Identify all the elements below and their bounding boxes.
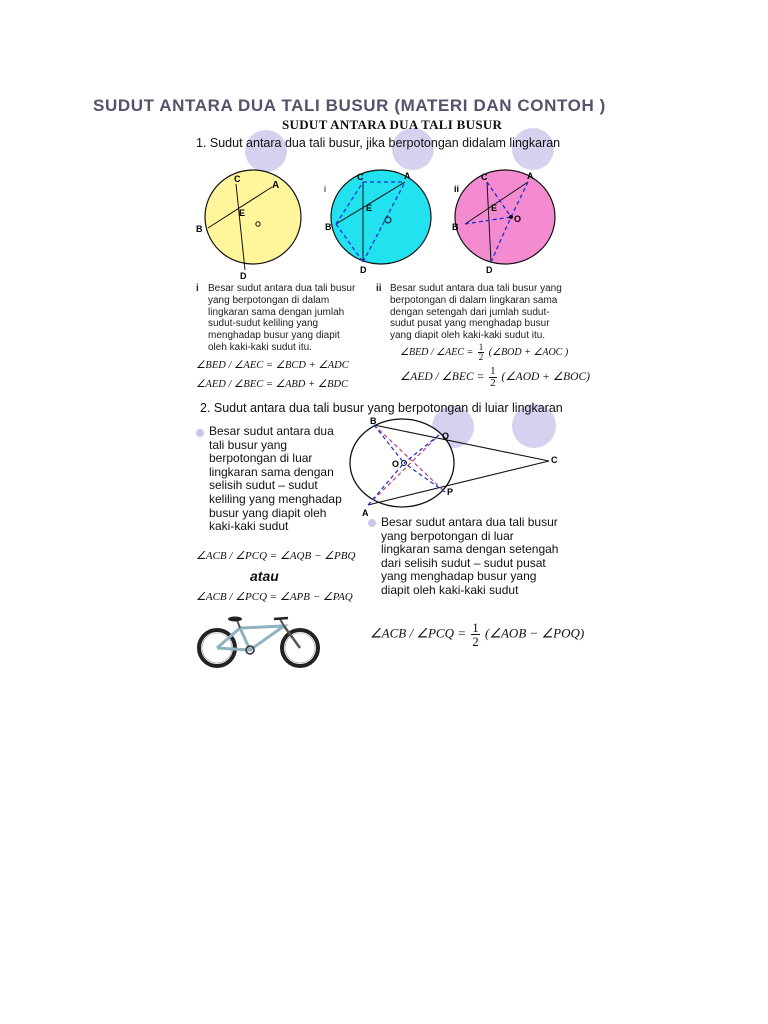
text-line: lingkaran sama dengan [209,464,334,479]
part-ii-marker: ii [376,283,382,294]
text-line: sudut pusat yang menghadap busur [390,318,550,330]
main-frame [240,626,284,650]
text-line: diapit oleh kaki-kaki sudut [381,582,519,597]
label-c-3: C [481,172,488,182]
formula-acb-aob [370,621,584,648]
page-title: SUDUT ANTARA DUA TALI BUSUR (MATERI DAN CONTOH ) [93,96,606,115]
label-e-3: E [491,203,498,213]
text-line: oleh kaki-kaki sudut itu. [208,341,312,353]
label-a-3: A [527,171,534,181]
text-line: dengan setengah dari jumlah sudut- [390,306,550,318]
part-ii-formula-1 [400,343,568,362]
label-o-3: O [514,214,522,224]
part-i-formula-1: ∠BED / ∠AEC = ∠BCD + ∠ADC [196,360,349,371]
figure-label-ii: ii [454,184,460,194]
inscribed-angle-figures [188,160,568,280]
formula-left: ∠BED / ∠AEC = [400,346,474,358]
part-i-marker: i [196,283,199,294]
section-1-heading: 1. Sudut antara dua tali busur, jika berpotongan didalam lingkaran [196,136,561,150]
text-line: busur yang diapit oleh [209,505,327,520]
text-line: yang berpotongan di dalam [208,294,330,306]
label-b-3: B [452,222,459,232]
text-line: sudut-sudut keliling yang [208,318,319,330]
formula-acb-apb: ∠ACB / ∠PCQ = ∠APB − ∠PAQ [196,591,353,603]
formula-left: ∠ACB / ∠PCQ = [370,625,466,641]
fraction-numerator: 1 [490,365,496,377]
text-line: tali busur yang [209,437,288,452]
bicycle-icon [192,614,328,668]
text-line: Besar sudut antara dua tali busur [208,283,356,294]
formula-left: ∠AED / ∠BEC = [400,371,485,384]
label-c: C [551,455,558,465]
part-ii-formula-2 [400,366,590,389]
label-q: Q [442,431,450,441]
atau-label: atau [250,568,279,584]
formula-right: (∠AOB − ∠POQ) [485,625,585,641]
text-line: yang diapit oleh kaki-kaki sudut itu. [390,330,546,342]
text-line: selisih sudut – sudut [209,478,318,493]
label-b-2: B [325,222,332,232]
text-line: berpotongan di luar [209,451,313,466]
handlebar [274,618,288,619]
half-fraction [478,343,485,362]
external-angle-figure [344,415,570,521]
label-d-3: D [486,265,493,275]
text-line: lingkaran sama dengan setengah [381,542,559,557]
fraction-denominator: 2 [490,377,496,389]
cyan-circle [331,170,431,264]
text-line: menghadap busur yang diapit [208,330,340,342]
yellow-circle [205,170,301,264]
fraction-numerator: 1 [478,342,484,352]
fraction-numerator: 1 [472,620,479,635]
saddle [228,617,242,622]
label-d-2: D [360,265,367,275]
document-subtitle: SUDUT ANTARA DUA TALI BUSUR [282,117,503,132]
text-line: Besar sudut antara dua tali busur yang [390,283,562,294]
label-c-2: C [357,172,364,182]
text-line: lingkaran sama dengan jumlah [208,306,345,318]
text-line: berpotongan di dalam lingkaran sama [390,294,558,306]
part-i-formula-2: ∠AED / ∠BEC = ∠ABD + ∠BDC [196,379,349,390]
label-e: E [239,208,246,218]
formula-acb-aqb: ∠ACB / ∠PCQ = ∠AQB − ∠PBQ [196,550,356,562]
text-line: Besar sudut antara dua [209,424,334,438]
label-a: A [272,180,280,191]
label-o: O [392,459,400,469]
part-i-text [208,283,378,354]
pink-circle [455,170,555,264]
bullet-dot [196,429,204,437]
text-line: kaki-kaki sudut [209,519,289,534]
figure-label-i: i [324,184,326,194]
label-a: A [362,508,369,518]
text-line: Besar sudut antara dua tali busur [381,515,558,529]
label-d: D [240,271,247,280]
formula-right: (∠BOD + ∠AOC ) [488,346,569,358]
text-line: yang menghadap busur yang [381,569,537,584]
section-2-heading: 2. Sudut antara dua tali busur yang berpotongan di luiar lingkaran [200,401,563,415]
label-a-2: A [404,171,411,181]
center-o-dot [509,215,513,219]
bullet-dot [368,519,376,527]
label-c: C [234,174,241,184]
fraction-denominator: 2 [478,352,484,362]
fraction-denominator: 2 [472,634,479,649]
text-line: dari selisih sudut – sudut pusat [381,555,546,570]
label-p: P [447,487,454,497]
label-e-2: E [366,203,373,213]
text-line: keliling yang menghadap [209,491,342,506]
label-b: B [370,416,377,426]
bullet-2-text [381,516,581,598]
half-fraction [489,366,497,389]
label-b: B [196,224,203,234]
text-line: yang berpotongan di luar [381,528,514,543]
formula-right: (∠AOD + ∠BOC) [501,371,590,384]
part-ii-text [390,283,590,342]
half-fraction [471,621,480,648]
